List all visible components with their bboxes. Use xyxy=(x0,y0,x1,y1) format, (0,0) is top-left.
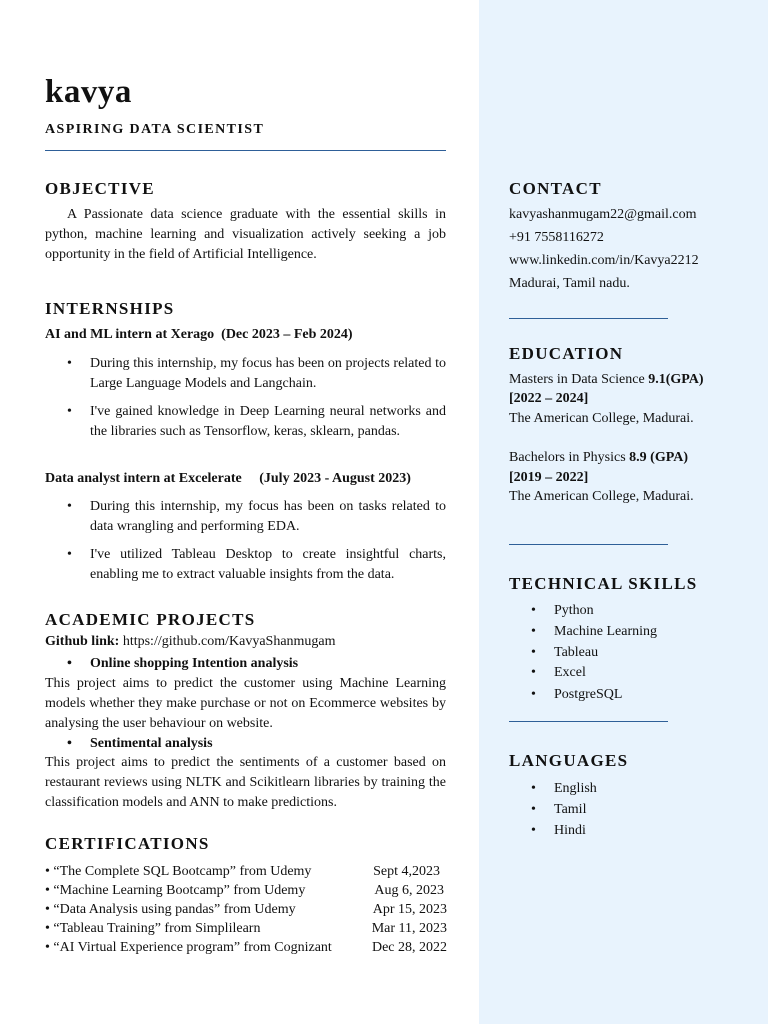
candidate-title: ASPIRING DATA SCIENTIST xyxy=(45,122,265,137)
degree-gpa: 8.9 (GPA) xyxy=(629,450,688,465)
certification-name: • “Tableau Training” from Simplilearn xyxy=(45,919,260,938)
contact-divider xyxy=(509,318,668,319)
objective-heading: OBJECTIVE xyxy=(45,179,155,198)
certification-item xyxy=(45,881,447,900)
certification-name: • “The Complete SQL Bootcamp” from Udemy xyxy=(45,862,311,881)
contact-location: Madurai, Tamil nadu. xyxy=(509,276,630,291)
internship-title: Data analyst intern at Excelerate (July 2023 - August 2023) xyxy=(45,471,411,486)
degree-gpa: 9.1(GPA) xyxy=(648,372,704,387)
internship-bullet: • I've gained knowledge in Deep Learning neural networks and the libraries such as Tensorflow, keras, sklearn, pandas. xyxy=(90,402,446,441)
education-degree xyxy=(509,448,688,468)
education-college: The American College, Madurai. xyxy=(509,489,694,504)
certification-item xyxy=(45,919,447,938)
internships-heading: INTERNSHIPS xyxy=(45,299,175,318)
internship-bullet: • I've utilized Tableau Desktop to create insightful charts, enabling me to extract valuable insights from the data. xyxy=(90,545,446,584)
header-divider xyxy=(45,150,446,151)
contact-heading: CONTACT xyxy=(509,179,602,198)
contact-email[interactable]: kavyashanmugam22@gmail.com xyxy=(509,207,697,222)
language-item: • Hindi xyxy=(554,821,586,841)
project-title: • Online shopping Intention analysis xyxy=(90,654,298,674)
projects-heading: ACADEMIC PROJECTS xyxy=(45,610,256,629)
certification-name: • “AI Virtual Experience program” from Cognizant xyxy=(45,938,332,957)
skill-item: • Machine Learning xyxy=(554,622,657,642)
skills-divider xyxy=(509,721,668,722)
certification-item xyxy=(45,862,447,881)
language-item: • English xyxy=(554,779,597,799)
education-divider xyxy=(509,544,668,545)
github-line xyxy=(45,632,336,652)
internship-title: AI and ML intern at Xerago (Dec 2023 – Feb 2024) xyxy=(45,327,353,342)
education-degree xyxy=(509,370,704,390)
skills-heading: TECHNICAL SKILLS xyxy=(509,574,698,593)
education-years: [2022 – 2024] xyxy=(509,391,589,406)
education-college: The American College, Madurai. xyxy=(509,411,694,426)
sidebar-background xyxy=(479,0,768,1024)
certification-date: Sept 4,2023 xyxy=(373,864,440,879)
certification-date: Mar 11, 2023 xyxy=(371,921,447,936)
skill-item: • Excel xyxy=(554,663,586,683)
degree-name: Bachelors in Physics xyxy=(509,450,630,465)
degree-name: Masters in Data Science xyxy=(509,372,649,387)
internship-bullet: • During this internship, my focus has been on projects related to Large Language Models and Langchain. xyxy=(90,354,446,393)
candidate-name: kavya xyxy=(45,74,132,110)
github-label: Github link: xyxy=(45,634,120,649)
contact-linkedin[interactable]: www.linkedin.com/in/Kavya2212 xyxy=(509,253,699,268)
project-description: This project aims to predict the customer using Machine Learning models whether they make purchase or not on Ecommerce websites by analysing the user behaviour on website. xyxy=(45,676,446,731)
github-link[interactable]: https://github.com/KavyaShanmugam xyxy=(119,634,336,649)
skill-item: • Python xyxy=(554,601,594,621)
language-item: • Tamil xyxy=(554,800,586,820)
project-title: • Sentimental analysis xyxy=(90,734,213,754)
certification-date: Aug 6, 2023 xyxy=(374,883,444,898)
contact-phone[interactable]: +91 7558116272 xyxy=(509,230,604,245)
skill-item: • PostgreSQL xyxy=(554,685,622,705)
internship-bullet: • During this internship, my focus has been on tasks related to data wrangling and performing EDA. xyxy=(90,497,446,536)
objective-text: A Passionate data science graduate with the essential skills in python, machine learning and visualization actively seeking a job opportunity in the field of Artificial Intelligence. xyxy=(45,207,446,262)
certifications-heading: CERTIFICATIONS xyxy=(45,834,210,853)
certification-name: • “Machine Learning Bootcamp” from Udemy xyxy=(45,881,305,900)
education-heading: EDUCATION xyxy=(509,344,624,363)
skill-item: • Tableau xyxy=(554,643,598,663)
certification-date: Apr 15, 2023 xyxy=(372,902,447,917)
certification-item xyxy=(45,900,447,919)
certification-name: • “Data Analysis using pandas” from Udemy xyxy=(45,900,296,919)
certification-item xyxy=(45,938,447,957)
education-years: [2019 – 2022] xyxy=(509,470,589,485)
languages-heading: LANGUAGES xyxy=(509,751,629,770)
certification-date: Dec 28, 2022 xyxy=(371,940,447,955)
project-description: This project aims to predict the sentiments of a customer based on restaurant reviews using NLTK and Scikitlearn libraries by training the classification models and ANN to make predictions. xyxy=(45,755,446,810)
